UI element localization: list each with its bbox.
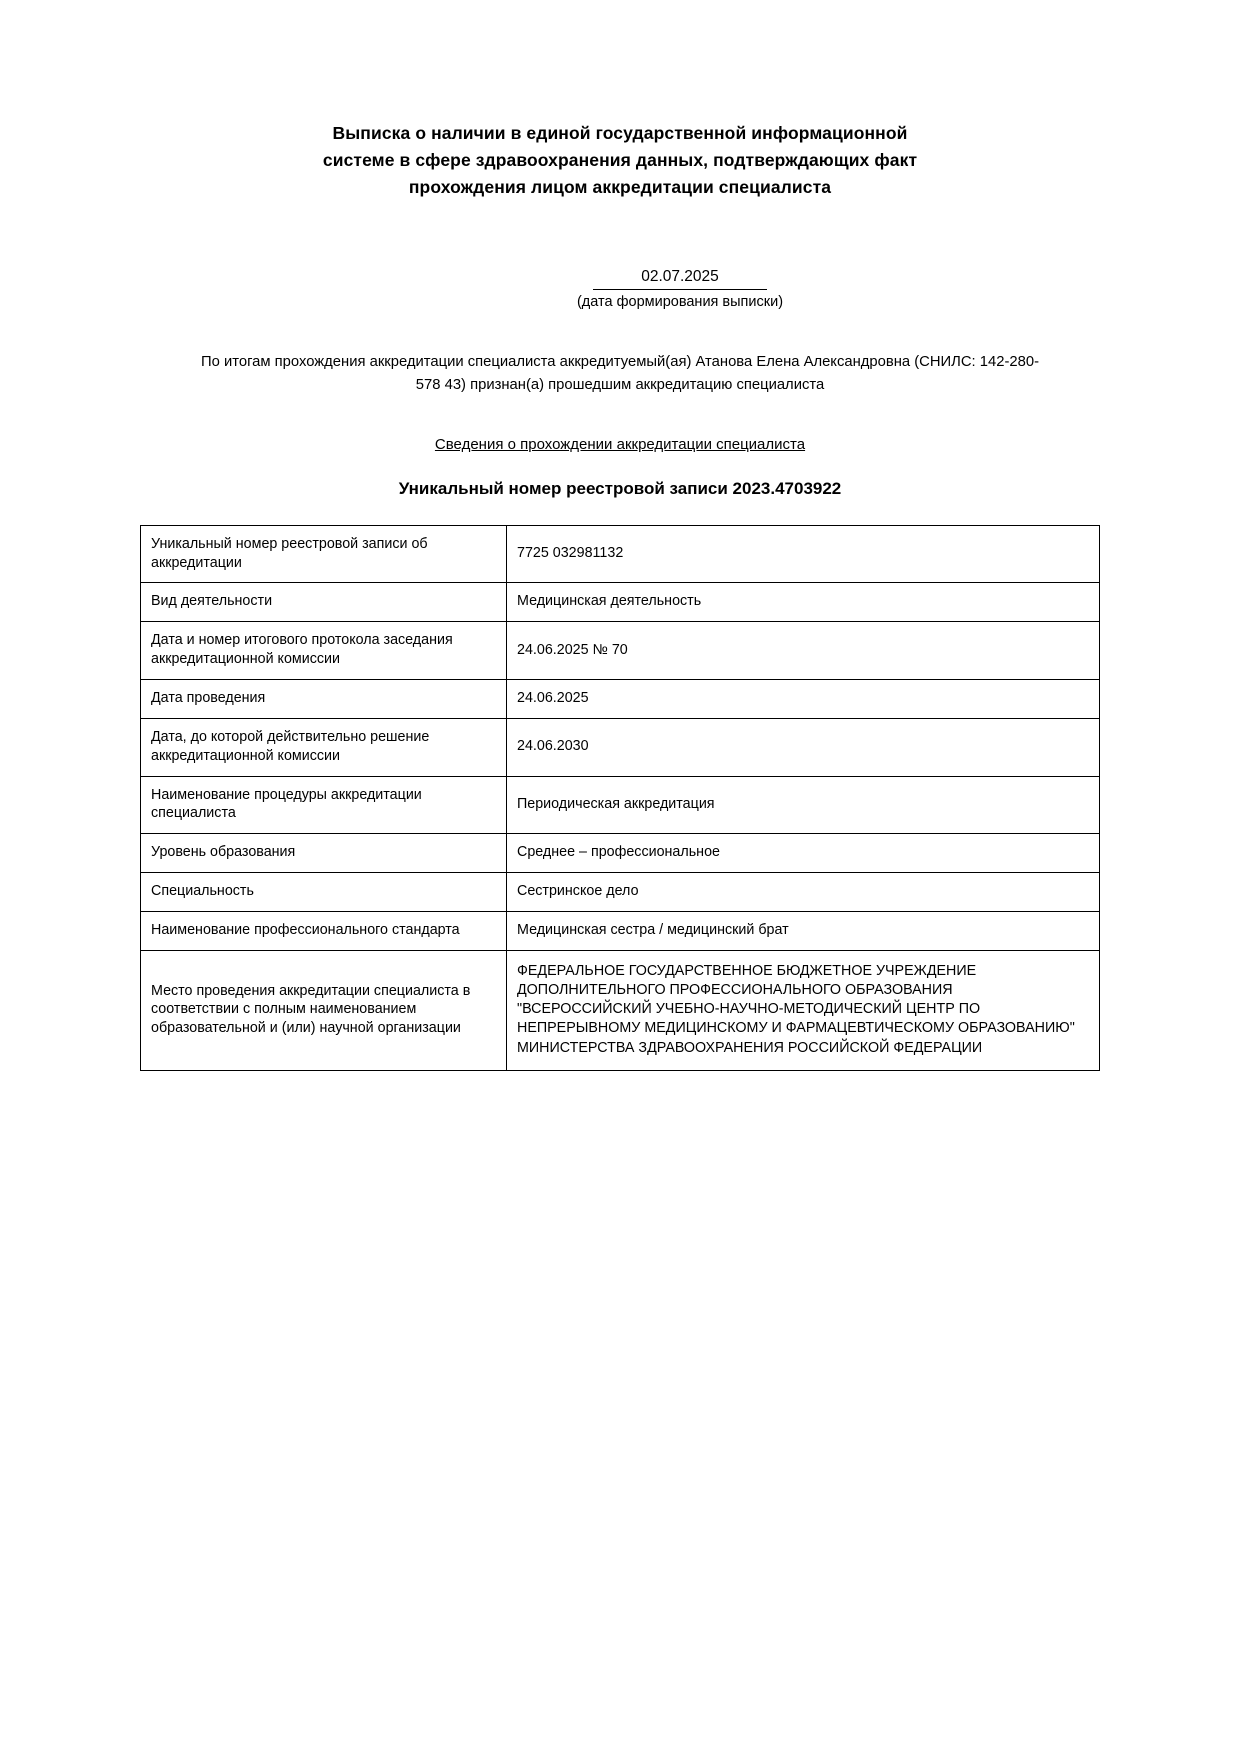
table-cell-label: Место проведения аккредитации специалиста в соответствии с полным наименованием образовательной и (или) научной организации	[141, 950, 507, 1070]
table-cell-label: Специальность	[141, 873, 507, 912]
table-row	[141, 718, 1100, 776]
formation-date-caption: (дата формирования выписки)	[576, 293, 784, 310]
page-title	[270, 120, 970, 201]
table-cell-label: Уникальный номер реестровой записи об аккредитации	[141, 525, 507, 583]
table-cell-label: Вид деятельности	[141, 583, 507, 622]
registry-record-number: Уникальный номер реестровой записи 2023.4703922	[398, 478, 842, 498]
table-cell-value: Среднее – профессиональное	[507, 834, 1100, 873]
table-cell-label: Дата и номер итогового протокола заседания аккредитационной комиссии	[141, 622, 507, 680]
table-cell-value: Периодическая аккредитация	[507, 776, 1100, 834]
table-cell-value: 24.06.2025 № 70	[507, 622, 1100, 680]
table-cell-label: Дата, до которой действительно решение аккредитационной комиссии	[141, 718, 507, 776]
table-row	[141, 622, 1100, 680]
table-row	[141, 680, 1100, 719]
table-cell-value: 24.06.2025	[507, 680, 1100, 719]
table-row	[141, 834, 1100, 873]
table-row	[141, 583, 1100, 622]
table-row	[141, 873, 1100, 912]
page-title-line-3: прохождения лицом аккредитации специалиста	[408, 177, 832, 198]
table-row	[141, 776, 1100, 834]
formation-date-block	[140, 267, 1100, 311]
accreditation-info-table	[140, 525, 1100, 1071]
table-cell-value: ФЕДЕРАЛЬНОЕ ГОСУДАРСТВЕННОЕ БЮДЖЕТНОЕ УЧРЕЖДЕНИЕ ДОПОЛНИТЕЛЬНОГО ПРОФЕССИОНАЛЬНОГО ОБРАЗОВАНИЯ "ВСЕРОССИЙСКИЙ УЧЕБНО-НАУЧНО-МЕТОДИЧЕСКИЙ ЦЕНТР ПО НЕПРЕРЫВНОМУ МЕДИЦИНСКОМУ И ФАРМАЦЕВТИЧЕСКОМУ ОБРАЗОВАНИЮ" МИНИСТЕРСТВА ЗДРАВООХРАНЕНИЯ РОССИЙСКОЙ ФЕДЕРАЦИИ	[507, 950, 1100, 1070]
table-cell-label: Дата проведения	[141, 680, 507, 719]
table-cell-label: Наименование процедуры аккредитации специалиста	[141, 776, 507, 834]
table-cell-value: 24.06.2030	[507, 718, 1100, 776]
page-title-line-2: системе в сфере здравоохранения данных, подтверждающих факт	[322, 150, 918, 171]
table-row	[141, 525, 1100, 583]
section-heading	[140, 436, 1100, 453]
table-cell-value: Сестринское дело	[507, 873, 1100, 912]
table-cell-value: 7725 032981132	[507, 525, 1100, 583]
page-title-line-1: Выписка о наличии в единой государственной информационной	[332, 123, 908, 143]
table-row	[141, 912, 1100, 951]
intro-paragraph: По итогам прохождения аккредитации специалиста аккредитуемый(ая) Атанова Елена Александровна (СНИЛС: 142-280-578 43) признан(а) прошедшим аккредитацию специалиста	[201, 354, 1039, 393]
table-row	[141, 950, 1100, 1070]
table-cell-label: Уровень образования	[141, 834, 507, 873]
formation-date-value: 02.07.2025	[593, 267, 767, 289]
table-cell-value: Медицинская сестра / медицинский брат	[507, 912, 1100, 951]
table-cell-value: Медицинская деятельность	[507, 583, 1100, 622]
section-heading-text: Сведения о прохождении аккредитации специалиста	[434, 435, 806, 453]
table-cell-label: Наименование профессионального стандарта	[141, 912, 507, 951]
